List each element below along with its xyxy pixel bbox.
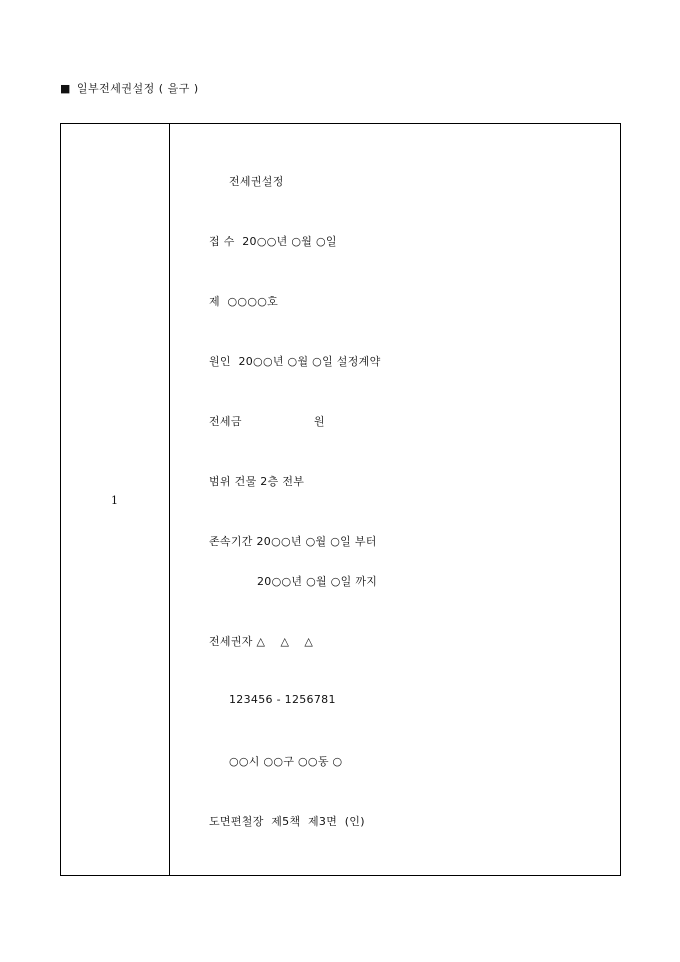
section-heading (60, 80, 199, 96)
holder-id-number: 123456 - 1256781 (229, 693, 336, 706)
holder-address: ○○시 ○○구 ○○동 ○ (229, 755, 343, 768)
entry-type: 전세권설정 (229, 175, 284, 188)
column-divider (169, 124, 170, 875)
reception-date: 접 수 20○○년 ○월 ○일 (209, 235, 337, 248)
drawing-binder: 도면편철장 제5책 제3면 (인) (209, 815, 365, 828)
deposit-amount: 전세금 원 (209, 415, 325, 428)
reception-number: 제 ○○○○호 (209, 295, 279, 308)
section-title: 일부전세권설정 ( 을구 ) (76, 82, 199, 95)
scope: 범위 건물 2층 전부 (209, 475, 305, 488)
duration-start: 존속기간 20○○년 ○월 ○일 부터 (209, 535, 377, 548)
duration-end: 20○○년 ○월 ○일 까지 (257, 575, 378, 588)
square-bullet-icon: ■ (60, 81, 71, 95)
registry-table (60, 123, 621, 876)
holder-name: 전세권자 △ △ △ (209, 635, 314, 648)
rank-number: 1 (111, 494, 118, 507)
cause: 원인 20○○년 ○월 ○일 설정계약 (209, 355, 381, 368)
